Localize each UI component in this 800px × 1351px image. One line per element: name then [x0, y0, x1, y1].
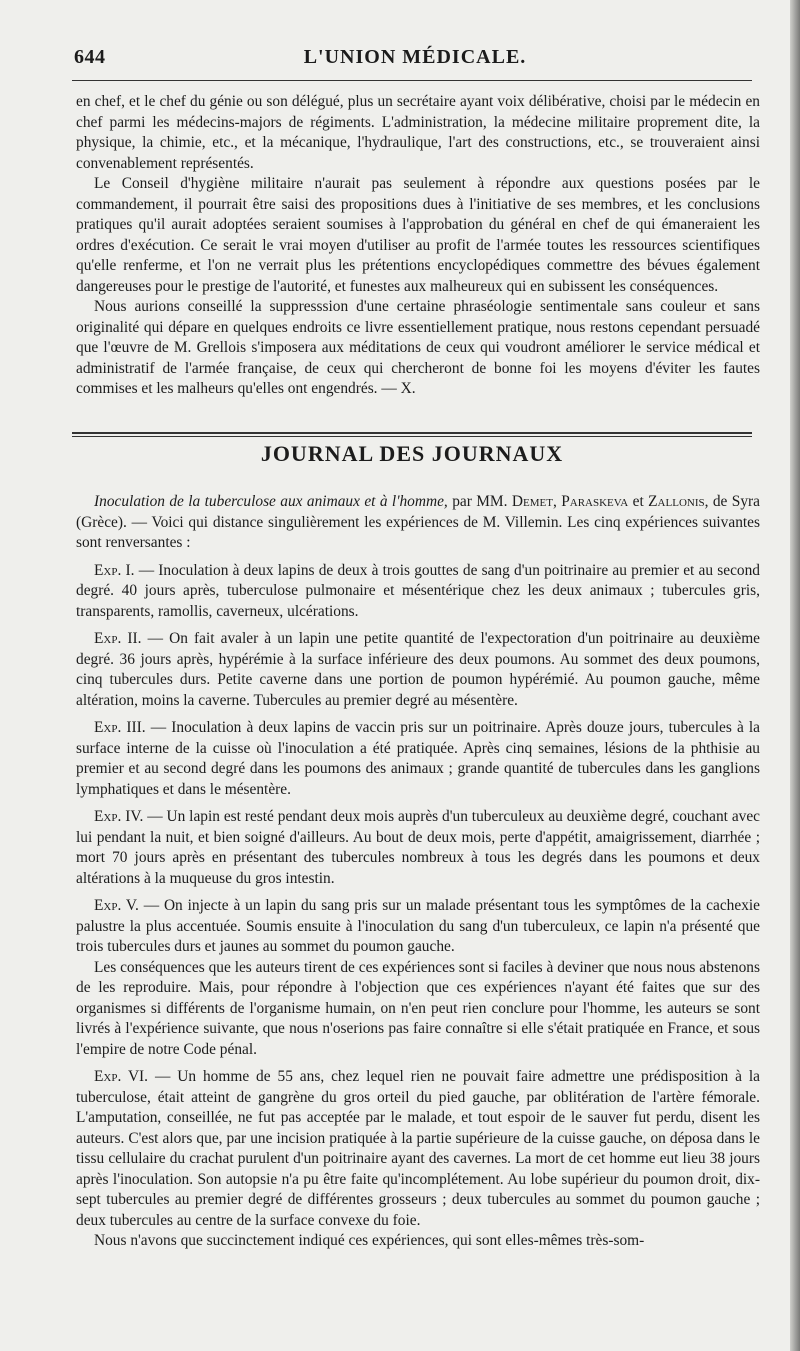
author-name: Demet	[511, 493, 553, 510]
experiment-label: Exp. II.	[94, 630, 142, 647]
experiment-label: Exp. III.	[94, 719, 146, 736]
text-run: , de Syra (Grèce). — Voici qui distance singulièrement les expériences de M. Villemin. Les cinq expériences suivantes sont renversantes :	[76, 493, 760, 551]
experiment-label: Exp. I.	[94, 561, 135, 579]
experiment-6	[76, 1067, 760, 1231]
author-name: Zallonis	[648, 493, 705, 510]
experiment-text: — Inoculation à deux lapins de deux à trois gouttes de sang d'un poitrinaire au premier et au second degré. 40 jours après, tuberculose pulmonaire et mésentérique chez les deux animaux ; tubercules gris, transparents, ramollis, caverneux, ulcérations.	[76, 561, 760, 620]
experiment-label: Exp. VI.	[94, 1068, 149, 1085]
experiment-label: Exp. IV.	[94, 808, 144, 825]
experiment-text: — On injecte à un lapin du sang pris sur un malade présentant tous les symptômes de la cachexie palustre la plus accentuée. Soumis ensuite à l'inoculation du sang d'un tuberculeux, ce lapin n'a présenté que trois tubercules durs et jaunes au sommet du poumon gauche.	[76, 897, 760, 955]
article-title: Inoculation de la tuberculose aux animaux et à l'homme,	[94, 493, 448, 510]
page-header	[70, 42, 760, 72]
journal-article	[76, 492, 760, 1252]
experiment-4	[76, 807, 760, 889]
paragraph: Le Conseil d'hygiène militaire n'aurait pas seulement à répondre aux questions posées par le commandement, il pourrait être saisi des propositions dues à l'initiative de ses membres, et les conclusions pratiques qu'il aurait adoptées seraient soumises à l'approbation du général en chef de qui émaneraient les ordres d'exécution. Ce serait le vrai moyen d'utiliser au profit de l'armée toutes les ressources scientifiques qu'elle renferme, et l'on ne verrait plus les prétentions encyclopédiques commettre des bévues également dangereuses pour le prestige de l'autorité, et funestes aux malheureux qui en subissent les conséquences.	[76, 175, 760, 295]
section-rule-top-thin	[72, 436, 752, 437]
header-rule	[72, 80, 752, 81]
paragraph: Nous n'avons que succinctement indiqué ces expériences, qui sont elles-mêmes très-som-	[94, 1232, 645, 1249]
paragraph: Les conséquences que les auteurs tirent de ces expériences sont si faciles à deviner que nous nous abstenons de les reproduire. Mais, pour répondre à l'objection que ces expériences n'ayant été faites que sur des organismes si différents de l'organisme humain, on n'en peut rien conclure pour l'homme, les auteurs se sont livrés à l'expérience suivante, que nous n'oserions pas faire connaître si elle s'était pratiquée en France, et sous l'empire de notre Code pénal.	[76, 958, 760, 1058]
lead-paragraph	[76, 492, 760, 554]
experiment-text: — Inoculation à deux lapins de vaccin pris sur un poitrinaire. Après douze jours, tubercules à la surface interne de la cuisse où l'inoculation a été pratiquée. Après cinq semaines, lésions de la phthisie au premier et au second degré dans les poumons des animaux ; grande quantité de tubercules dans les ganglions lymphatiques et dans le mésentère.	[76, 719, 760, 798]
experiment-5	[76, 896, 760, 958]
text-run: et	[628, 493, 649, 510]
section-title: JOURNAL DES JOURNAUX	[260, 441, 564, 466]
text-run: par MM.	[447, 493, 512, 510]
experiment-1	[76, 561, 760, 623]
page-number: 644	[74, 46, 106, 68]
text-run: ,	[552, 493, 562, 510]
paragraph: Nous aurions conseillé la suppresssion d'une certaine phraséologie sentimentale sans couleur et sans originalité qui dépare en quelques endroits ce livre essentiellement pratique, nous restons cependant persuadé que l'œuvre de M. Grellois s'imposera aux méditations de ceux qui voudront améliorer le service médical et administratif de l'armée française, de ceux qui chercheront de bonne foi les moyens d'éviter les fautes commises et les malheurs qu'elles ont engendrés. — X.	[76, 298, 760, 397]
experiment-text: — Un homme de 55 ans, chez lequel rien ne pouvait faire admettre une prédisposition à la tuberculose, était atteint de gangrène du gros orteil du pied gauche, par oblitération de l'artère fémorale. L'amputation, conseillée, ne fut pas acceptée par le malade, et tout espoir de le sauver fut perdu, disent les auteurs. C'est alors que, par une incision pratiquée à la partie supérieure de la cuisse gauche, on déposa dans le tissu cellulaire du crachat purulent d'un poitrinaire ayant des cavernes. La mort de cet homme eut lieu 38 jours après l'inoculation. Son autopsie n'a pu être faite qu'incomplétement. Au lobe supérieur du poumon droit, dix-sept tubercules au premier degré de différentes grosseurs ; deux tubercules au sommet du poumon gauche ; deux tubercules au centre de la surface convexe du foie.	[76, 1068, 761, 1229]
section-rule-top	[72, 432, 752, 434]
experiment-label: Exp. V.	[94, 897, 139, 914]
experiment-text: — On fait avaler à un lapin une petite quantité de l'expectoration d'un poitrinaire au deuxième degré. 36 jours après, hypérémie à la surface inférieure des deux poumons. Au sommet des deux poumons, cinq tubercules durs. Petite caverne dans une portion de poumon hypérémié. Au poumon gauche, même altération, moins la caverne. Tubercules au premier degré au mésentère.	[76, 630, 760, 709]
review-conclusion	[76, 92, 760, 400]
page-edge-shadow	[790, 0, 800, 1351]
experiment-2	[76, 629, 760, 711]
experiment-text: — Un lapin est resté pendant deux mois auprès d'un tuberculeux au deuxième degré, couchant avec lui pendant la nuit, et bien soigné d'ailleurs. Au bout de deux mois, perte d'appétit, amaigrissement, diarrhée ; mort 70 jours après en présentant des tubercules nombreux à tous les degrés dans les poumons et deux altérations à la muqueuse du gros intestin.	[76, 808, 761, 887]
paragraph: en chef, et le chef du génie ou son délégué, plus un secrétaire ayant voix délibérative, choisi par le médecin en chef parmi les médecins-majors de régiments. L'administration, la médecine militaire proprement dite, la physique, la chimie, etc., et la mécanique, l'hydraulique, l'art des constructions, etc., se trouveraient ainsi convenablement représentés.	[76, 93, 760, 172]
author-name: Paraskeva	[561, 493, 629, 510]
running-title: L'UNION MÉDICALE.	[303, 46, 527, 68]
experiment-3	[76, 718, 760, 800]
